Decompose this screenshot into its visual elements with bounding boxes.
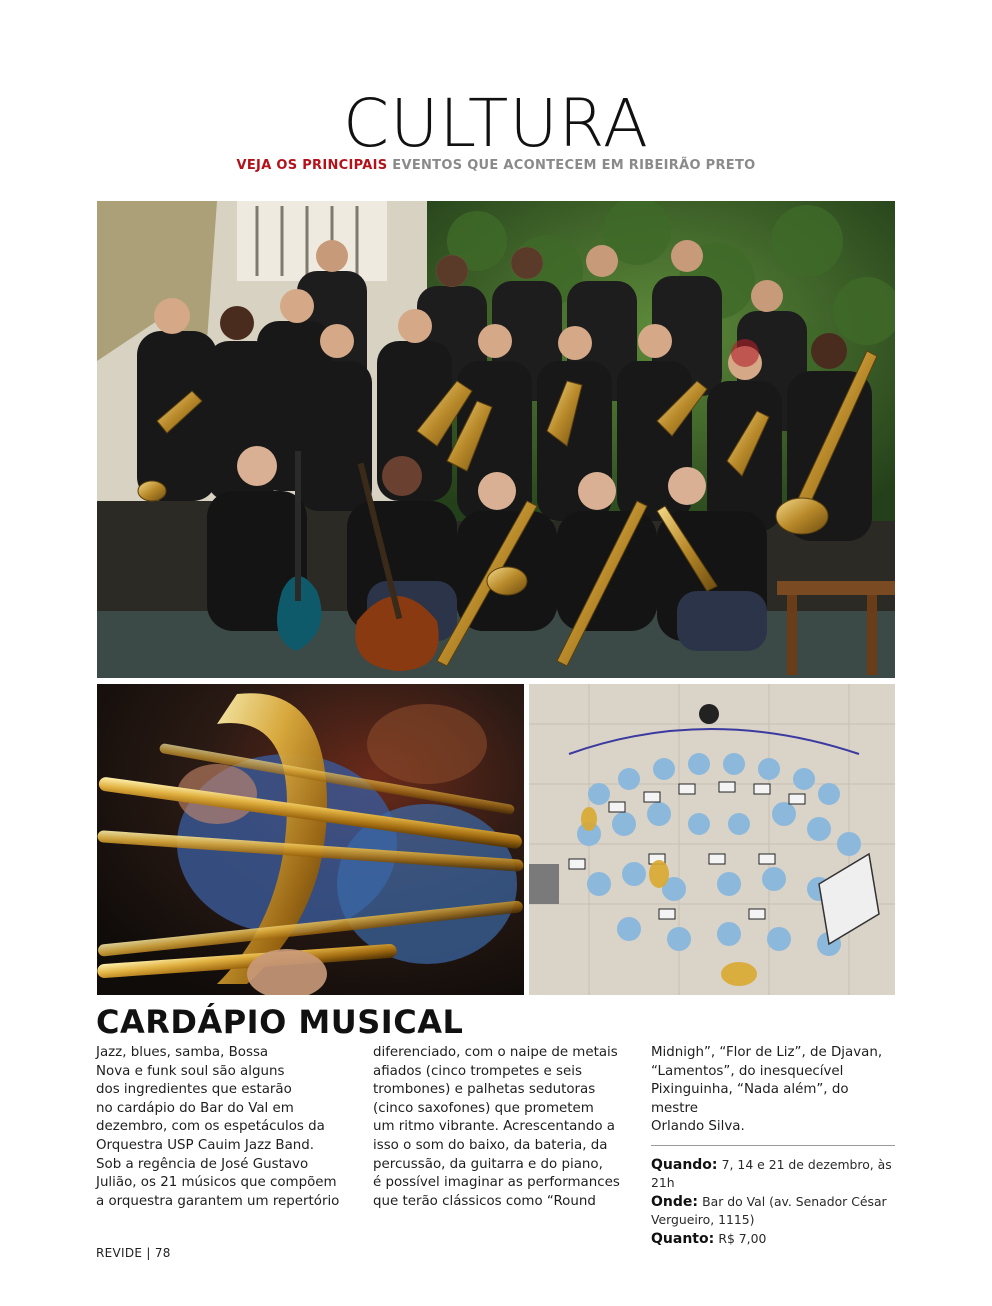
article-column-1 bbox=[96, 1044, 346, 1211]
info-onde-value-cont: Vergueiro, 1115) bbox=[651, 1212, 755, 1228]
article-line: Nova e funk soul são alguns bbox=[96, 1063, 285, 1079]
article-line: trombones) e palhetas sedutoras bbox=[373, 1082, 596, 1098]
article-line: Julião, os 21 músicos que compõem bbox=[96, 1175, 337, 1191]
subtitle-rest: EVENTOS QUE ACONTECEM EM RIBEIRÃO PRETO bbox=[392, 158, 756, 173]
article-line: no cardápio do Bar do Val em bbox=[96, 1100, 294, 1116]
info-divider bbox=[651, 1145, 895, 1146]
orchestra-overhead-photo bbox=[529, 684, 895, 995]
info-quanto-value: R$ 7,00 bbox=[718, 1230, 767, 1246]
info-quanto-label: Quanto: bbox=[651, 1230, 715, 1247]
page-number: 78 bbox=[154, 1246, 171, 1260]
info-onde-label: Onde: bbox=[651, 1193, 698, 1210]
event-info bbox=[651, 1156, 899, 1249]
article-line: afiados (cinco trompetes e seis bbox=[373, 1063, 582, 1079]
article-headline: CARDÁPIO MUSICAL bbox=[96, 1003, 464, 1041]
trombone-closeup-photo bbox=[97, 684, 524, 995]
subtitle-highlight: VEJA OS PRINCIPAIS bbox=[236, 158, 388, 173]
article-line: um ritmo vibrante. Acrescentando a bbox=[373, 1119, 615, 1135]
article-column-3 bbox=[651, 1044, 899, 1248]
section-subtitle bbox=[0, 158, 992, 173]
article-line: percussão, da guitarra e do piano, bbox=[373, 1156, 603, 1172]
article-line: Jazz, blues, samba, Bossa bbox=[96, 1045, 269, 1060]
article-line: Orlando Silva. bbox=[651, 1119, 745, 1135]
article-line: dezembro, com os espetáculos da bbox=[96, 1119, 325, 1135]
article-line: “Lamentos”, do inesquecível bbox=[651, 1063, 844, 1079]
article-line: Midnigh”, “Flor de Liz”, de Djavan, bbox=[651, 1045, 883, 1060]
article-line: a orquestra garantem um repertório bbox=[96, 1193, 340, 1209]
article-line: Pixinguinha, “Nada além”, do mestre bbox=[651, 1082, 849, 1116]
info-quando-value: 7, 14 e 21 de dezembro, às 21h bbox=[651, 1156, 892, 1191]
info-onde-value: Bar do Val (av. Senador César bbox=[702, 1193, 887, 1209]
article-line: (cinco saxofones) que prometem bbox=[373, 1100, 594, 1116]
band-group-photo bbox=[97, 201, 895, 678]
info-quando-label: Quando: bbox=[651, 1156, 718, 1173]
article-line: que terão clássicos como “Round bbox=[373, 1193, 596, 1209]
article-line: Sob a regência de José Gustavo bbox=[96, 1156, 309, 1172]
article-line: é possível imaginar as performances bbox=[373, 1175, 620, 1191]
article-line: isso o som do baixo, da bateria, da bbox=[373, 1137, 608, 1153]
section-title: CULTURA bbox=[342, 85, 650, 162]
page-footer: REVIDE | 78 bbox=[96, 1246, 171, 1260]
article-line: diferenciado, com o naipe de metais bbox=[373, 1045, 618, 1060]
article-column-2 bbox=[373, 1044, 623, 1211]
article-line: dos ingredientes que estarão bbox=[96, 1082, 292, 1098]
publication-name: REVIDE bbox=[96, 1246, 143, 1260]
article-line: Orquestra USP Cauim Jazz Band. bbox=[96, 1137, 315, 1153]
